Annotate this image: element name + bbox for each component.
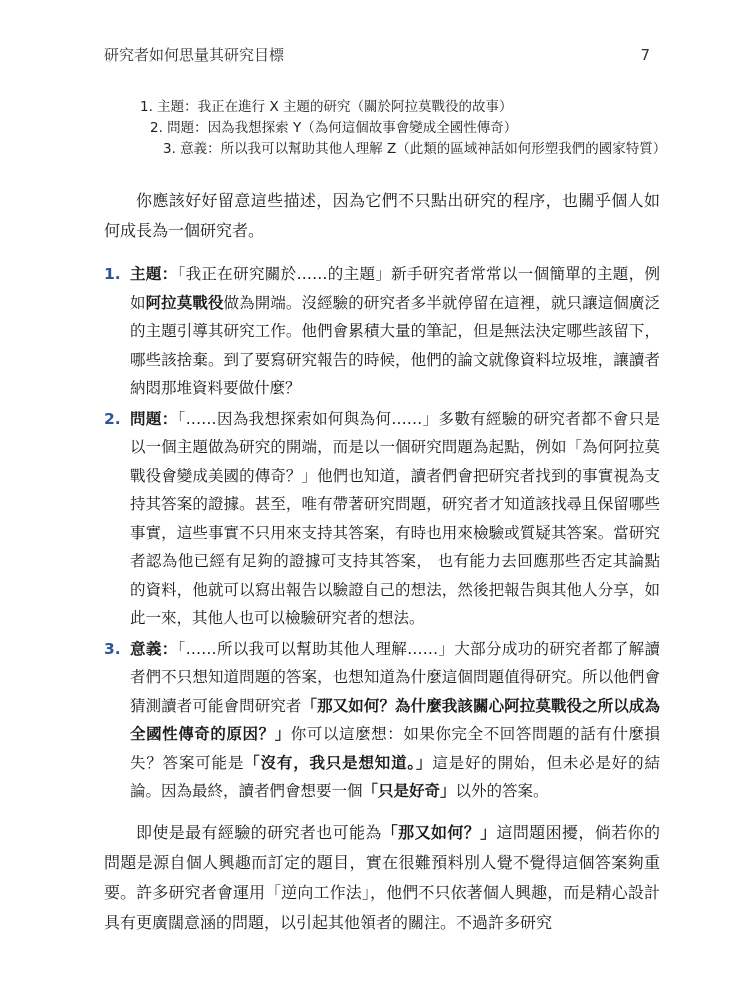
- closing-bold-text: 「那又如何？」: [381, 823, 497, 842]
- item-label: 主題：: [130, 265, 178, 283]
- item-bold-text: 阿拉莫戰役: [145, 293, 224, 312]
- closing-paragraph: [104, 818, 660, 938]
- item-bold-text: 「只是好奇」: [362, 782, 456, 800]
- item-text: 這是好的開始，但未必是好的結論。因為最終，讀者們會想要一個: [130, 753, 660, 800]
- item-text: 「我正在研究關於……的主題」新手研究者常常以一個簡單的主題，例如: [130, 265, 660, 312]
- outline-line-question: 2. 問題：因為我想探索 Y（為何這個故事會變成全國性傳奇）: [150, 120, 518, 136]
- item-bold-text: 「那又如何？為什麼我該關心阿拉莫戰役之所以成為全國性傳奇的原因？」: [130, 696, 660, 743]
- closing-text: 這問題困擾，倘若你的問題是源自個人興趣而訂定的題目，實在很難預料別人覺不覺得這個答案夠重要。許多研究者會運用「逆向工作法」，他們不只依著個人興趣，而是精心設計具有更廣闊意涵的問題，以引起其他領者的關注。不過許多研究: [104, 823, 660, 932]
- outline-line-significance: 3. 意義：所以我可以幫助其他人理解 Z（此類的區域神話如何形塑我們的國家特質）: [163, 141, 667, 157]
- item-text: 做為開端。沒經驗的研究者多半就停留在這裡，就只讓這個廣泛的主題引導其研究工作。他們會累積大量的筆記，但是無法決定哪些該留下，哪些該捨棄。到了要寫研究報告的時候，他們的論文就像資料垃圾堆，讓讀者納悶那堆資料要做什麼？: [130, 293, 660, 397]
- list-number: 1.: [104, 265, 121, 283]
- item-label: 意義：: [130, 639, 178, 658]
- item-text: 你可以這麼想：如果你完全不回答問題的話有什麼損失？答案可能是: [130, 725, 660, 772]
- list-number: 3.: [104, 639, 121, 658]
- item-bold-text: 「沒有，我只是想知道。」: [244, 753, 433, 772]
- running-title: 研究者如何思量其研究目標: [104, 46, 285, 64]
- list-number: 2.: [104, 409, 121, 428]
- item-text: 「……所以我可以幫助其他人理解……」大部分成功的研究者都了解讀者們不只想知道問題的答案，也想知道為什麼這個問題值得研究。所以他們會猜測讀者可能會問研究者: [130, 639, 660, 715]
- intro-paragraph: 你應該好好留意這些描述，因為它們不只點出研究的程序，也關乎個人如何成長為一個研究者。: [104, 191, 660, 240]
- page-number: 7: [640, 46, 650, 64]
- list-item-question: [104, 405, 660, 633]
- list-item-topic: [104, 260, 660, 403]
- numbered-list: [104, 260, 660, 806]
- item-text: 「……因為我想探索如何與為何……」多數有經驗的研究者都不會只是以一個主題做為研究的開端，而是以一個研究問題為起點，例如「為何阿拉莫戰役會變成美國的傳奇？」他們也知道，讀者們會把研究者找到的事實視為支持其答案的證據。甚至，唯有帶著研究問題，研究者才知道該找尋且保留哪些事實，這些事實不只用來支持其答案，有時也用來檢驗或質疑其答案。當研究者認為他已經有足夠的證據可支持其答案， 也有能力去回應那些否定其論點的資料，他就可以寫出報告以驗證自己的想法，然後把報告與其他人分享，如此一來，其他人也可以檢驗研究者的想法。: [130, 409, 660, 627]
- item-text: 以外的答案。: [455, 782, 549, 800]
- closing-text: 即使是最有經驗的研究者也可能為: [136, 823, 382, 842]
- item-label: 問題：: [130, 409, 178, 428]
- summary-outline: [140, 97, 666, 160]
- page-header: [104, 44, 650, 65]
- list-item-significance: [104, 635, 660, 806]
- outline-line-topic: 1. 主題：我正在進行 X 主題的研究（關於阿拉莫戰役的故事）: [140, 99, 513, 115]
